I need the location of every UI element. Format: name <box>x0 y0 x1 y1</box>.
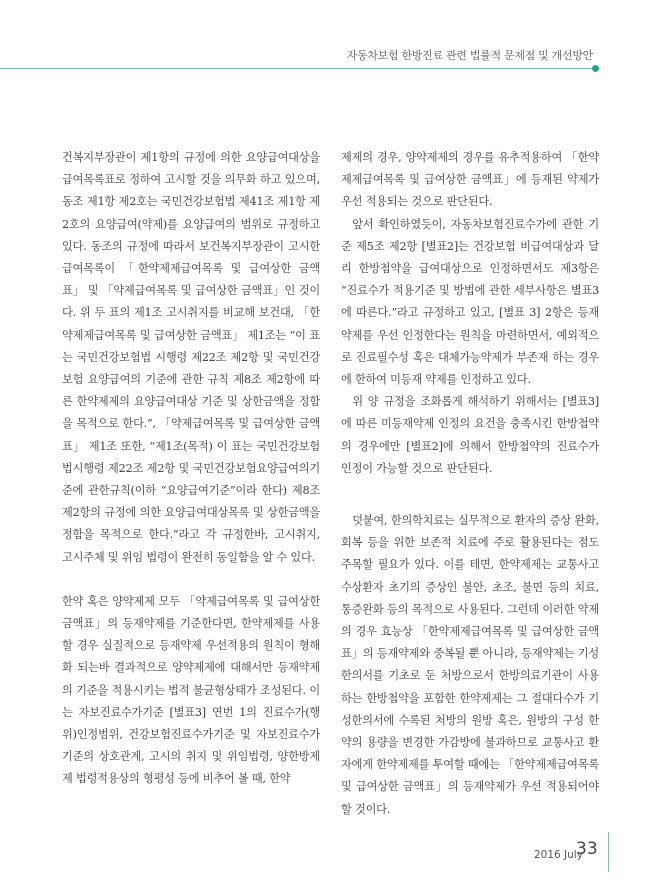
left-column <box>62 147 320 791</box>
body-paragraph: 위 양 규정을 조화롭게 해석하기 위해서는 [별표3]에 따른 미등재약제 인정의 요건을 충족시킨 한방첩약의 경우에만 [별표2]에 의해서 한방첩약의 진료수가 인정이 가능할 것으로 판단된다. <box>341 395 599 475</box>
running-header-title: 자동차보험 한방진료 관련 법률적 문제점 및 개선방안 <box>346 49 593 62</box>
right-column <box>341 147 599 821</box>
body-paragraph: 한약 혹은 양약제제 모두 「약제급여목록 및 급여상한 금액표」의 등재약제를 기준한다면, 한약제제를 사용할 경우 실질적으로 등재약제 우선적용의 원칙이 형해화 되는바 결과적으로 양약제제에 대해서만 등재약제의 기준을 적용시키는 법적 불균형상태가 조성된다. 이는 자보진료수가기준 [별표3] 연번 1의 진료수가(행위)인정범위, 건강보험진료수가기준 및 자보진료수가기준의 상호관계, 고시의 취지 및 위임법령, 양한방제제 법령적용상의 형평성 등에 비추어 볼 때, 한약 <box>62 594 320 786</box>
body-paragraph: 덧붙여, 한의학치료는 실무적으로 환자의 증상 완화, 회복 등을 위한 보존적 치료에 주로 활용된다는 점도 주목할 필요가 있다. 이를 테면, 한약제제는 교통사고 수상환자 초기의 증상인 불안, 초조, 불면 등의 치료, 통증완화 등의 목적으로 사용된다. 그런데 이러한 약제의 경우 효능상 「한약제제급여목록 및 급여상한 금액표」의 등재약제와 중복될 뿐 아니라, 등재약제는 기성한의서를 기초로 둔 처방으로서 한방의료기관이 사용하는 한방첩약을 포함한 한약제제는 그 절대다수가 기성한의서에 수록된 처방의 원방 혹은, 원방의 구성 한약의 용량을 변경한 가감방에 불과하므로 교통사고 환자에게 한약제제를 투여할 때에는 「한약제제급여목록 및 급여상한 금액표」의 등재약제가 우선 적용되어야 할 것이다. <box>341 514 599 816</box>
footer-divider <box>608 832 609 872</box>
body-paragraph: 앞서 확인하였듯이, 자동차보험진료수가에 관한 기준 제5조 제2항 [별표2]는 건강보험 비급여대상과 달리 한방첩약을 급여대상으로 인정하면서도 제3항은 “진료수가 적용기준 및 방법에 관한 세부사항은 별표3에 따른다.”라고 규정하고 있고, [별표 3] 2항은 등재약제를 우선 인정한다는 원칙을 마련하면서, 예외적으로 진료필수성 혹은 대체가능약제가 부존재 하는 경우에 한하여 미등재 약제를 인정하고 있다. <box>341 217 599 387</box>
header-dot-icon <box>592 65 599 72</box>
body-paragraph: 건복지부장관이 제1항의 규정에 의한 요양급여대상을 급여목록표로 정하여 고시할 것을 의무화 하고 있으며, 동조 제1항 제2호는 국민건강보험법 제41조 제1항 제2호의 요양급여(약제)를 요양급여의 범위로 규정하고 있다. 동조의 규정에 따라서 보건복지부장관이 고시한 급여목록이 「한약제제급여목록 및 급여상한 금액표」 및 「약제급여목록 및 급여상한 금액표」인 것이다. 위 두 표의 제1조 고시취지를 비교해 보건대, 「한약제제급여목록 및 급여상한 금액표」 제1조는 “이 표는 국민건강보험법 시행령 제22조 제2항 및 국민건강보험 요양급여의 기준에 관한 규칙 제8조 제2항에 따른 한약제제의 요양급여대상 기준 및 상한금액을 정함을 목적으로 한다.”, 「약제급여목록 및 급여상한 금액표」 제1조 또한, “제1조(목적) 이 표는 국민건강보험법시행령 제22조 제2항 및 국민건강보험요양급여의기준에 관한규칙(이하 “요양급여기준”이라 한다) 제8조 제2항의 규정에 의한 요양급여대상목록 및 상한금액을 정함을 목적으로 한다.”라고 각 규정한바, 고시취지, 고시주체 및 위임 법령이 완전히 동일함을 알 수 있다. <box>62 151 320 564</box>
header-divider <box>0 68 592 69</box>
page-number: 33 <box>576 839 598 859</box>
footer-date: 2016 July <box>534 849 583 861</box>
body-paragraph: 제제의 경우, 양약제제의 경우를 유추적용하여 「한약제제급여목록 및 급여상한 금액표」에 등재된 약제가 우선 적용되는 것으로 판단된다. <box>341 151 599 209</box>
